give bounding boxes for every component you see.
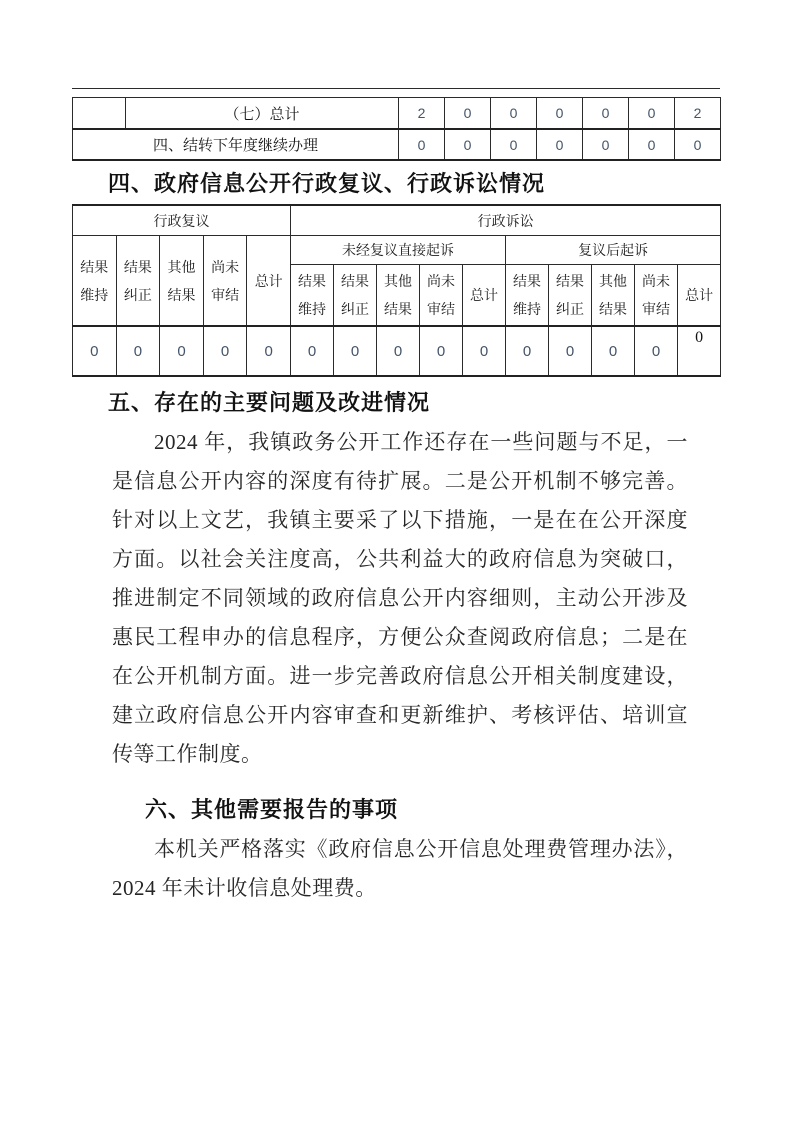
value-cell: 0 [537, 98, 583, 130]
value-cell: 2 [675, 98, 721, 130]
values-row [73, 326, 721, 376]
value-cell: 0 [445, 98, 491, 130]
direct-pending-header: 尚未 审结 [420, 265, 463, 327]
value-cell: 0 [445, 129, 491, 160]
suit-after-review-header: 复议后起诉 [506, 236, 721, 265]
review-correct-header: 结果 纠正 [116, 236, 160, 327]
value-cell: 0 [537, 129, 583, 160]
section-4-heading: 四、政府信息公开行政复议、行政诉讼情况 [108, 171, 546, 196]
admin-review-litigation-table [72, 204, 721, 377]
value-cell: 0 [629, 98, 675, 130]
value-cell: 0 [629, 129, 675, 160]
afterreview-maintain-header: 结果 维持 [506, 265, 549, 327]
value-cell: 0 [377, 326, 420, 376]
review-maintain-header: 结果 维持 [73, 236, 117, 327]
value-cell: 0 [247, 326, 291, 376]
afterreview-pending-header: 尚未 审结 [635, 265, 678, 327]
value-cell: 0 [583, 129, 629, 160]
value-cell: 0 [116, 326, 160, 376]
afterreview-other-header: 其他 结果 [592, 265, 635, 327]
value-cell: 0 [399, 129, 445, 160]
value-cell: 0 [291, 326, 334, 376]
value-cell-grand-total: 0 [678, 326, 721, 376]
value-cell: 2 [399, 98, 445, 130]
direct-total-header: 总计 [463, 265, 506, 327]
value-cell: 0 [491, 129, 537, 160]
value-cell: 0 [635, 326, 678, 376]
section-5-paragraph: 2024 年，我镇政务公开工作还存在一些问题与不足，一是信息公开内容的深度有待扩展。二是公开机制不够完善。针对以上文艺，我镇主要采了以下措施，一是在在公开深度方面。以社会关注度高，公共利益大的政府信息为突破口，推进制定不同领域的政府信息公开内容细则，主动公开涉及惠民工程申办的信息程序，方便公众查阅政府信息；二是在在公开机制方面。进一步完善政府信息公开相关制度建设，建立政府信息公开内容审查和更新维护、考核评估、培训宣传等工作制度。 [112, 430, 688, 766]
section-6-heading: 六、其他需要报告的事项 [145, 797, 399, 822]
section-6-paragraph: 本机关严格落实《政府信息公开信息处理费管理办法》，2024 年未计收信息处理费。 [112, 837, 688, 900]
review-group-header: 行政复议 [73, 205, 291, 236]
afterreview-total-header: 总计 [678, 265, 721, 327]
review-total-header: 总计 [247, 236, 291, 327]
group-header-row [73, 205, 721, 236]
value-cell: 0 [491, 98, 537, 130]
carryover-total-row [73, 98, 721, 130]
value-cell: 0 [506, 326, 549, 376]
litigation-group-header: 行政诉讼 [291, 205, 721, 236]
subgroup-header-row [73, 236, 721, 265]
review-other-header: 其他 结果 [160, 236, 204, 327]
value-cell: 0 [203, 326, 247, 376]
row-label: 四、结转下年度继续办理 [73, 129, 399, 160]
value-cell: 0 [463, 326, 506, 376]
value-cell: 0 [334, 326, 377, 376]
table-continuation-rule [72, 88, 720, 89]
carryover-nextyear-row [73, 129, 721, 160]
direct-correct-header: 结果 纠正 [334, 265, 377, 327]
value-cell: 0 [592, 326, 635, 376]
carryover-table [72, 97, 721, 161]
direct-maintain-header: 结果 维持 [291, 265, 334, 327]
direct-suit-header: 未经复议直接起诉 [291, 236, 506, 265]
value-cell: 0 [420, 326, 463, 376]
row-label: （七）总计 [126, 98, 399, 130]
section-5-heading: 五、存在的主要问题及改进情况 [108, 390, 431, 415]
value-cell: 0 [583, 98, 629, 130]
value-cell: 0 [160, 326, 204, 376]
review-pending-header: 尚未 审结 [203, 236, 247, 327]
value-cell: 0 [73, 326, 117, 376]
empty-cell [73, 98, 126, 130]
value-cell: 0 [549, 326, 592, 376]
value-cell: 0 [675, 129, 721, 160]
afterreview-correct-header: 结果 纠正 [549, 265, 592, 327]
direct-other-header: 其他 结果 [377, 265, 420, 327]
